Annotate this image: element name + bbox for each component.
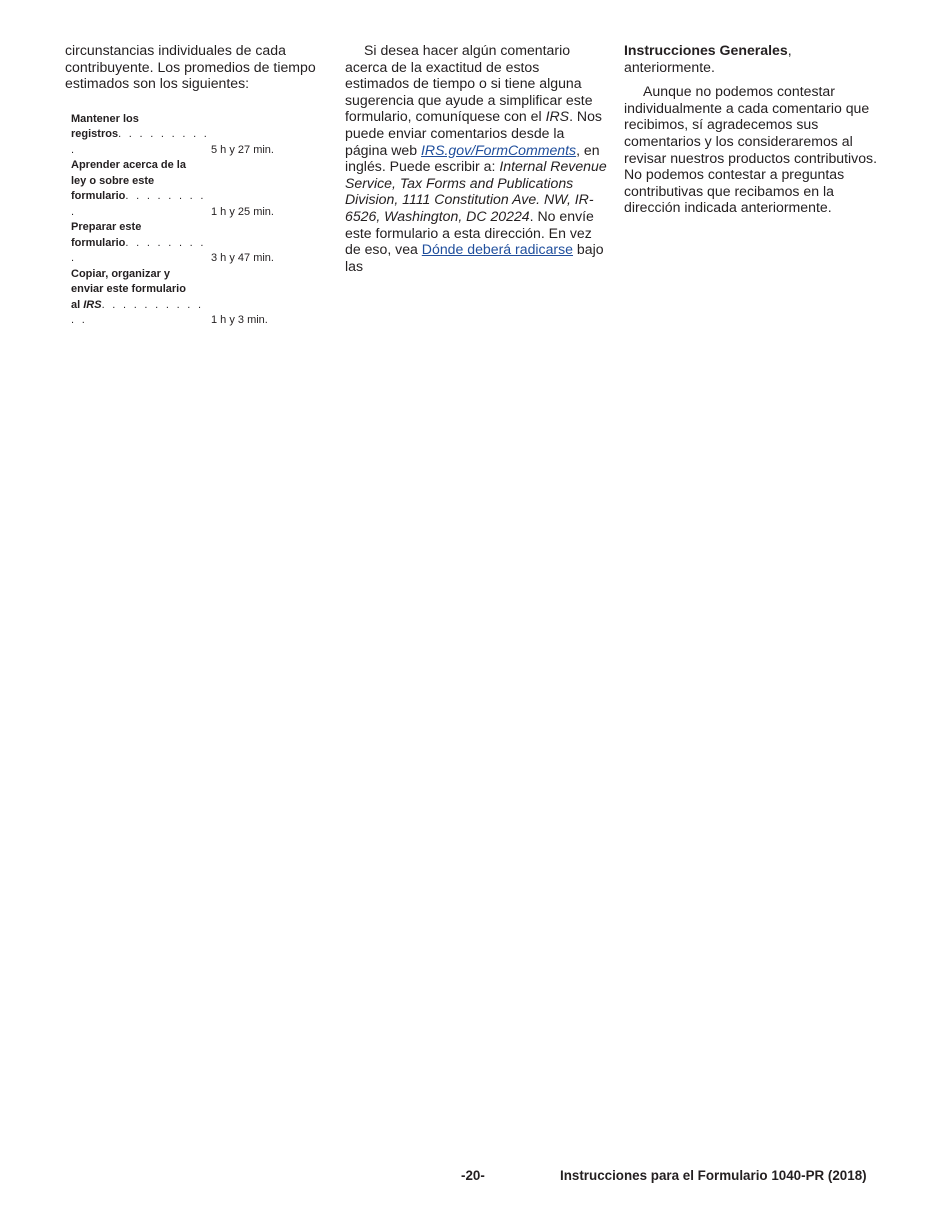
comments-paragraph: Si desea hacer algún comentario acerca de la exactitud de estos estimados de tiempo o si tiene alguna sugerencia que ayude a simplificar este formulario, comuníquese con el IRS. Nos puede enviar comentarios desde la página web IRS.gov/FormComments, en inglés. Puede escribir a: Internal Revenue Service, Tax Forms and Publications Division, 1111 Constitution Ave. NW, IR-6526, Washington, DC 20224. No envíe este formulario a esta dirección. En vez de eso, vea Dónde deberá radicarse bajo las <box>345 42 607 274</box>
leader-dots: . . . . . . . . . <box>71 236 206 265</box>
time-row <box>71 220 330 267</box>
column-1 <box>65 42 330 329</box>
leader-dots: . . . . . . . . . . <box>71 128 210 156</box>
general-instructions-reference: Instrucciones Generales, anteriormente. <box>624 42 792 75</box>
irs-mailing-address: Internal Revenue Service, Tax Forms and Publications Division, 1111 Constitution Ave. NW, IR-6526, Washington, DC 20224 <box>345 158 607 224</box>
time-row-value: 1 h y 25 min. <box>211 205 274 218</box>
time-row <box>71 112 330 159</box>
time-row-label: Aprender acerca de la ley o sobre este formulario. . . . . . . . . <box>71 159 206 218</box>
time-row-label: Preparar este formulario. . . . . . . . . <box>71 221 206 265</box>
time-row-value: 3 h y 47 min. <box>211 252 274 265</box>
response-paragraph: Aunque no podemos contestar individualmente a cada comentario que recibimos, sí agradecemos sus comentarios y los consideraremos al revisar nuestros productos contributivos. No podemos contestar a preguntas contributivas que recibamos en la dirección indicada anteriormente. <box>624 83 878 216</box>
time-row-value: 1 h y 3 min. <box>211 314 268 327</box>
time-row-label: Mantener los registros. . . . . . . . . . <box>71 112 210 156</box>
general-instructions-heading: Instrucciones Generales <box>624 42 788 58</box>
column-3 <box>624 42 886 216</box>
time-row <box>71 267 330 329</box>
page-number: -20- <box>461 1168 485 1183</box>
leader-dots: . . . . . . . . . <box>71 190 206 218</box>
leader-dots: . . . . . . . . . . . . <box>71 298 204 327</box>
irs-italic: IRS <box>545 108 570 125</box>
time-estimates-table <box>71 112 330 329</box>
time-row-value: 5 h y 27 min. <box>211 143 274 156</box>
time-row-label: Copiar, organizar y enviar este formulario al IRS. . . . . . . . . . . . <box>71 267 204 327</box>
where-to-file-link[interactable]: Dónde deberá radicarse <box>421 241 574 258</box>
column-2 <box>345 42 607 274</box>
intro-paragraph: circunstancias individuales de cada contribuyente. Los promedios de tiempo estimados son los siguientes: <box>65 42 316 92</box>
form-comments-link[interactable]: IRS.gov/FormComments <box>421 141 577 158</box>
footer-title: Instrucciones para el Formulario 1040-PR (2018) <box>560 1168 867 1183</box>
time-row <box>71 158 330 220</box>
